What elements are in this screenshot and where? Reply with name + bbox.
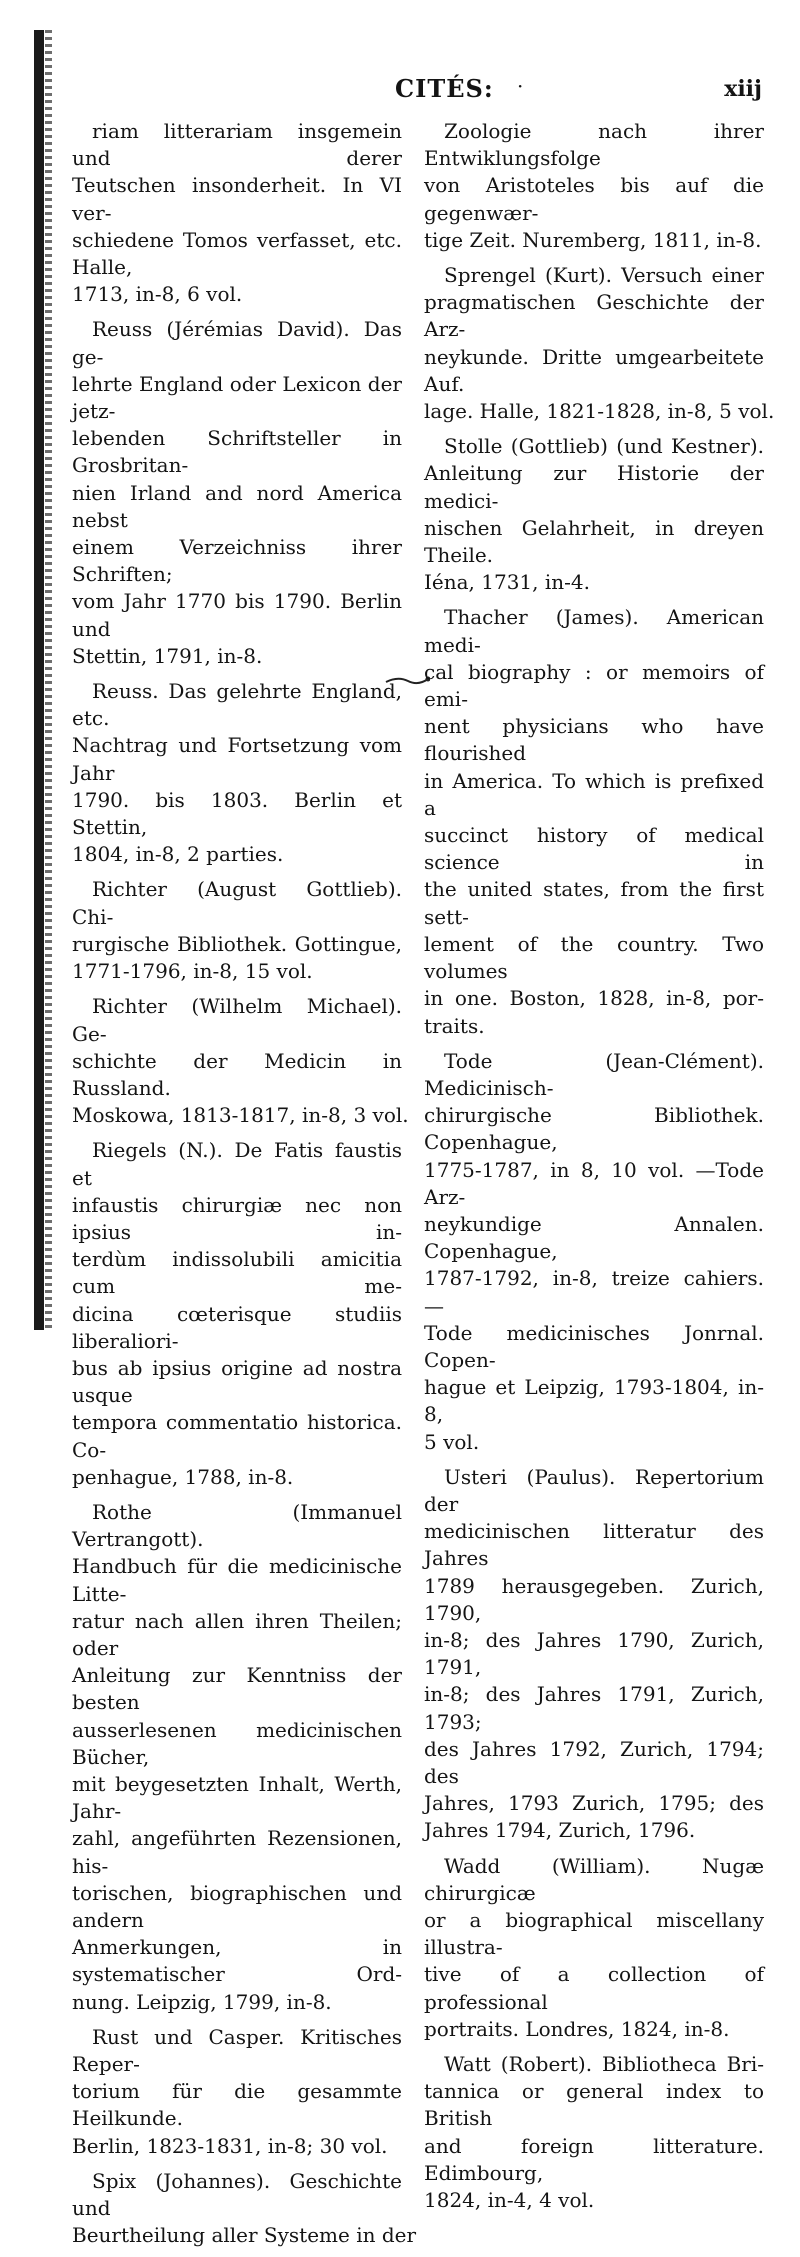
entry-line: Sprengel (Kurt). Versuch einer <box>444 263 764 288</box>
bibliography-entry <box>72 993 409 1129</box>
entry-line: penhague, 1788, in-8. <box>72 1464 294 1489</box>
entry-line: Jahres, 1793 Zurich, 1795; des <box>424 1791 764 1816</box>
entry-line: lebenden Schriftsteller in Grosbritan- <box>72 426 402 478</box>
bibliography-entry <box>72 316 402 670</box>
page-number: xiij <box>724 76 762 102</box>
entry-line: Stolle (Gottlieb) (und Kestner). <box>444 434 764 459</box>
entry-line: tempora commentatio historica. Co- <box>72 1410 402 1462</box>
entry-line: tive of a collection of professional <box>424 1962 764 2014</box>
bibliography-entry <box>424 118 764 254</box>
entry-line: 1790. bis 1803. Berlin et Stettin, <box>72 787 402 840</box>
entry-line: Tode (Jean-Clément). Medicinisch- <box>424 1048 764 1100</box>
entry-line: lage. Halle, 1821-1828, in-8, 5 vol. <box>424 399 775 424</box>
entry-line: Thacher (James). American medi- <box>424 605 764 657</box>
running-title: CITÉS: <box>395 74 494 103</box>
entry-line: 1804, in-8, 2 parties. <box>72 842 284 867</box>
bibliography-entry <box>424 1464 764 1845</box>
page-header <box>70 68 770 108</box>
entry-line: Beurtheilung aller Systeme in der <box>72 2223 417 2248</box>
entry-line: Richter (Wilhelm Michael). Ge- <box>72 994 402 1046</box>
entry-line: tige Zeit. Nuremberg, 1811, in-8. <box>424 227 762 252</box>
entry-line: cal biography : or memoirs of emi- <box>424 659 764 712</box>
entry-line: torischen, biographischen und andern <box>72 1880 402 1932</box>
entry-line: einem Verzeichniss ihrer Schriften; <box>72 535 402 587</box>
entry-line: Tode medicinisches Jonrnal. Copen- <box>424 1320 764 1372</box>
entry-line: neykundige Annalen. Copenhague, <box>424 1211 764 1264</box>
scan-binding-texture <box>45 30 52 1330</box>
entry-line: nung. Leipzig, 1799, in-8. <box>72 1989 332 2014</box>
entry-line: in one. Boston, 1828, in-8, por- <box>424 986 764 1011</box>
entry-line: dicina cœterisque studiis liberaliori- <box>72 1301 402 1353</box>
entry-line: succinct history of medical science in <box>424 823 764 875</box>
entry-line: Reuss. Das gelehrte England, etc. <box>72 679 402 731</box>
entry-line: Rothe (Immanuel Vertrangott). <box>72 1499 402 1552</box>
entry-line: zahl, angeführten Rezensionen, his- <box>72 1826 402 1878</box>
entry-line: Nachtrag und Fortsetzung vom Jahr <box>72 733 402 785</box>
bibliography-entry <box>72 678 402 868</box>
entry-line: terdùm indissolubili amicitia cum me- <box>72 1247 402 1299</box>
entry-line: in America. To which is prefixed a <box>424 768 764 820</box>
entry-line: 1787-1792, in-8, treize cahiers. — <box>424 1266 764 1318</box>
entry-line: Handbuch für die medicinische Litte- <box>72 1554 402 1606</box>
bibliography-entry <box>72 2024 402 2160</box>
entry-line: Teutschen insonderheit. In VI ver- <box>72 173 402 225</box>
entry-line: 1775-1787, in 8, 10 vol. —Tode Arz- <box>424 1157 764 1209</box>
entry-line: bus ab ipsius origine ad nostra usque <box>72 1355 402 1408</box>
entry-line: Zoologie nach ihrer Entwiklungsfolge <box>424 119 764 171</box>
entry-line: Usteri (Paulus). Repertorium der <box>424 1464 764 1516</box>
entry-line: chirurgische Bibliothek. Copenhague, <box>424 1103 764 1155</box>
entry-line: nien Irland and nord America nebst <box>72 480 402 532</box>
bibliography-entry <box>72 1499 402 2016</box>
entry-line: riam litterariam insgemein und derer <box>72 119 402 171</box>
entry-line: Moskowa, 1813-1817, in-8, 3 vol. <box>72 1103 409 1128</box>
entry-line: ausserlesenen medicinischen Bücher, <box>72 1717 402 1769</box>
entry-line: schichte der Medicin in Russland. <box>72 1048 402 1100</box>
entry-line: Anleitung zur Historie der medici- <box>424 461 764 513</box>
entry-line: rurgische Bibliothek. Gottingue, <box>72 931 402 956</box>
entry-line: ratur nach allen ihren Theilen; oder <box>72 1608 402 1660</box>
entry-line: torium für die gesammte Heilkunde. <box>72 2079 402 2131</box>
bibliography-entry <box>72 876 402 985</box>
entry-line: and foreign litterature. Edimbourg, <box>424 2133 764 2185</box>
entry-line: Anleitung zur Kenntniss der besten <box>72 1663 402 1715</box>
entry-line: Jahres 1794, Zurich, 1796. <box>424 1818 696 1843</box>
entry-line: the united states, from the first sett- <box>424 877 764 929</box>
entry-line: Rust und Casper. Kritisches Reper- <box>72 2024 402 2077</box>
bibliography-entry <box>424 433 764 596</box>
header-ornament: · <box>517 74 524 98</box>
bibliography-entry <box>424 1048 764 1456</box>
entry-line: pragmatischen Geschichte der Arz- <box>424 290 764 342</box>
entry-line: Stettin, 1791, in-8. <box>72 643 263 668</box>
bibliography-entry <box>424 262 775 425</box>
entry-line: Richter (August Gottlieb). Chi- <box>72 877 402 929</box>
entry-line: nischen Gelahrheit, in dreyen Theile. <box>424 515 764 568</box>
bibliography-entry <box>424 2051 764 2214</box>
entry-line: Wadd (William). Nugæ chirurgicæ <box>424 1853 764 1905</box>
scan-binding-edge <box>34 30 44 1330</box>
entry-line: in-8; des Jahres 1790, Zurich, 1791, <box>424 1627 764 1680</box>
entry-line: lement of the country. Two volumes <box>424 931 764 984</box>
entry-line: in-8; des Jahres 1791, Zurich, 1793; <box>424 1682 764 1734</box>
entry-line: Watt (Robert). Bibliotheca Bri- <box>444 2052 764 2077</box>
entry-line: infaustis chirurgiæ nec non ipsius in- <box>72 1192 402 1244</box>
entry-line: 1713, in-8, 6 vol. <box>72 282 243 307</box>
entry-line: mit beygesetzten Inhalt, Werth, Jahr- <box>72 1771 402 1824</box>
bibliography-entry <box>72 118 402 308</box>
right-column <box>424 118 775 2222</box>
entry-line: Reuss (Jérémias David). Das ge- <box>72 317 402 369</box>
entry-line: or a biographical miscellany illustra- <box>424 1908 764 1960</box>
entry-line: lehrte England oder Lexicon der jetz- <box>72 371 402 424</box>
entry-line: vom Jahr 1770 bis 1790. Berlin und <box>72 589 402 641</box>
entry-line: Berlin, 1823-1831, in-8; 30 vol. <box>72 2133 388 2158</box>
entry-line: neykunde. Dritte umgearbeitete Auf. <box>424 344 764 396</box>
left-column <box>72 118 417 2257</box>
entry-line: von Aristoteles bis auf die gegenwær- <box>424 173 764 225</box>
entry-line: Iéna, 1731, in-4. <box>424 570 590 595</box>
bibliography-entry <box>424 1853 764 2043</box>
entry-line: 5 vol. <box>424 1429 480 1454</box>
entry-line: medicinischen litteratur des Jahres <box>424 1519 764 1571</box>
entry-line: traits. <box>424 1013 485 1038</box>
entry-line: Anmerkungen, in systematischer Ord- <box>72 1935 402 1987</box>
entry-line: 1771-1796, in-8, 15 vol. <box>72 959 313 984</box>
entry-line: portraits. Londres, 1824, in-8. <box>424 2016 730 2041</box>
entry-line: Riegels (N.). De Fatis faustis et <box>72 1138 402 1190</box>
entry-line: tannica or general index to British <box>424 2079 764 2131</box>
bibliography-entry <box>424 604 764 1039</box>
entry-line: Spix (Johannes). Geschichte und <box>72 2168 402 2221</box>
entry-line: hague et Leipzig, 1793-1804, in-8, <box>424 1375 764 1427</box>
entry-line: 1789 herausgegeben. Zurich, 1790, <box>424 1573 764 1625</box>
bibliography-entry <box>72 2168 417 2250</box>
entry-line: 1824, in-4, 4 vol. <box>424 2188 595 2213</box>
entry-line: des Jahres 1792, Zurich, 1794; des <box>424 1736 764 1788</box>
entry-line: nent physicians who have flourished <box>424 714 764 766</box>
entry-line: schiedene Tomos verfasset, etc. Halle, <box>72 227 402 280</box>
bibliography-entry <box>72 1137 402 1491</box>
